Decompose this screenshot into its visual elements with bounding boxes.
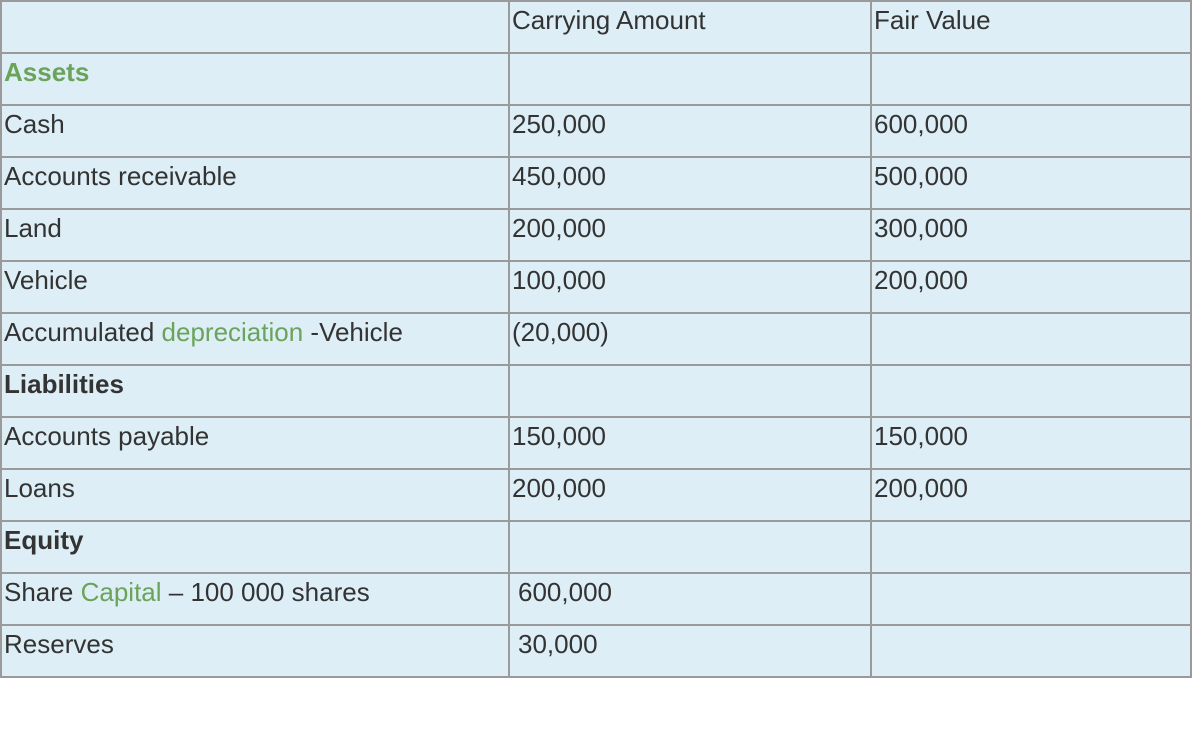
table-row — [1, 261, 1191, 313]
carrying-amount-cell — [509, 521, 871, 573]
table-row — [1, 53, 1191, 105]
table-row — [1, 521, 1191, 573]
section-heading-assets: Assets — [1, 53, 509, 105]
table-row — [1, 365, 1191, 417]
row-label-text: Accumulated — [4, 317, 162, 347]
fair-value-cell: 150,000 — [871, 417, 1191, 469]
carrying-amount-cell: 200,000 — [509, 469, 871, 521]
fair-value-cell — [871, 521, 1191, 573]
carrying-amount-cell: 30,000 — [509, 625, 871, 677]
carrying-amount-cell: 100,000 — [509, 261, 871, 313]
fair-value-cell — [871, 573, 1191, 625]
row-label: Vehicle — [1, 261, 509, 313]
carrying-amount-cell: 600,000 — [509, 573, 871, 625]
fair-value-cell — [871, 53, 1191, 105]
header-fair-value: Fair Value — [871, 1, 1191, 53]
row-label-text: – 100 000 shares — [161, 577, 370, 607]
table-row — [1, 105, 1191, 157]
table-row — [1, 313, 1191, 365]
table-row — [1, 573, 1191, 625]
fair-value-cell — [871, 313, 1191, 365]
fair-value-cell — [871, 365, 1191, 417]
row-label: Accounts payable — [1, 417, 509, 469]
header-carrying-amount: Carrying Amount — [509, 1, 871, 53]
fair-value-cell: 300,000 — [871, 209, 1191, 261]
table-row — [1, 417, 1191, 469]
row-label: Cash — [1, 105, 509, 157]
carrying-amount-cell: 150,000 — [509, 417, 871, 469]
row-label: Reserves — [1, 625, 509, 677]
table-row — [1, 157, 1191, 209]
carrying-amount-cell — [509, 53, 871, 105]
fair-value-cell: 500,000 — [871, 157, 1191, 209]
header-row — [1, 1, 1191, 53]
carrying-amount-cell: 250,000 — [509, 105, 871, 157]
table-row — [1, 625, 1191, 677]
row-label — [1, 573, 509, 625]
row-label: Loans — [1, 469, 509, 521]
fair-value-cell: 200,000 — [871, 469, 1191, 521]
fair-value-cell — [871, 625, 1191, 677]
table-row — [1, 469, 1191, 521]
carrying-amount-cell: (20,000) — [509, 313, 871, 365]
section-heading-liabilities: Liabilities — [1, 365, 509, 417]
carrying-amount-cell: 200,000 — [509, 209, 871, 261]
row-label: Accounts receivable — [1, 157, 509, 209]
header-label-cell — [1, 1, 509, 53]
row-label-text: -Vehicle — [303, 317, 403, 347]
table-row — [1, 209, 1191, 261]
carrying-amount-cell: 450,000 — [509, 157, 871, 209]
fair-value-cell: 600,000 — [871, 105, 1191, 157]
section-heading-equity: Equity — [1, 521, 509, 573]
fair-value-cell: 200,000 — [871, 261, 1191, 313]
row-label — [1, 313, 509, 365]
capital-link[interactable]: Capital — [80, 577, 162, 607]
depreciation-link[interactable]: depreciation — [161, 317, 304, 347]
row-label: Land — [1, 209, 509, 261]
row-label-text: Share — [4, 577, 81, 607]
carrying-amount-cell — [509, 365, 871, 417]
